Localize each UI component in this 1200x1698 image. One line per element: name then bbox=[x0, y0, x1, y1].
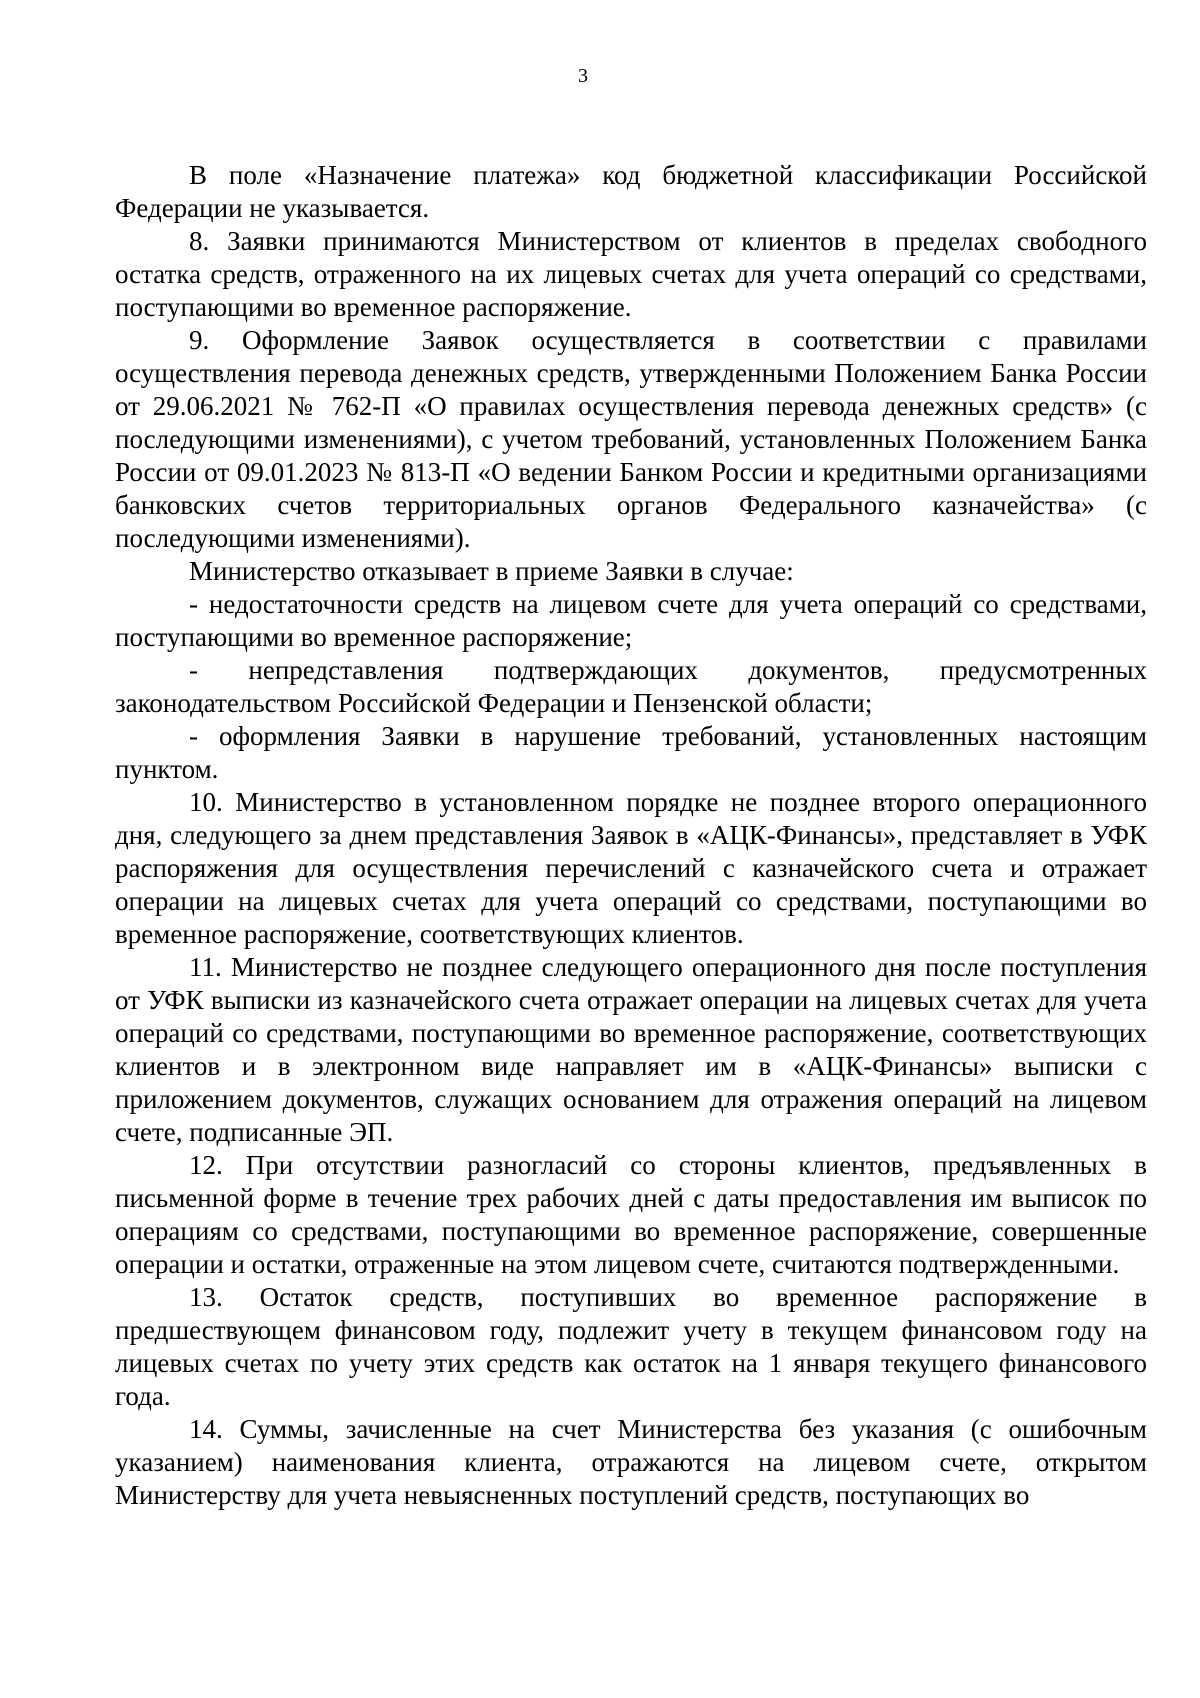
paragraph-9: 9. Оформление Заявок осуществляется в соответствии с правилами осуществления перевода денежных средств, утвержденными Положением Банка России от 29.06.2021 № 762-П «О правилах осуществления перевода денежных средств» (с последующими изменениями), с учетом требований, установленных Положением Банка России от 09.01.2023 № 813-П «О ведении Банком России и кредитными организациями банковских счетов территориальных органов Федерального казначейства» (с последующими изменениями). bbox=[115, 325, 1147, 553]
paragraph-10: 10. Министерство в установленном порядке не позднее второго операционного дня, следующего за днем представления Заявок в «АЦК-Финансы», представляет в УФК распоряжения для осуществления перечислений с казначейского счета и отражает операции на лицевых счетах для учета операций со средствами, поступающими во временное распоряжение, соответствующих клиентов. bbox=[115, 787, 1147, 949]
paragraph-8: 8. Заявки принимаются Министерством от клиентов в пределах свободного остатка средств, отраженного на их лицевых счетах для учета операций со средствами, поступающими во временное распоряжение. bbox=[115, 226, 1147, 322]
paragraph-refusal-intro: Министерство отказывает в приеме Заявки в случае: bbox=[189, 556, 794, 586]
document-body bbox=[115, 159, 1147, 1512]
paragraph-11: 11. Министерство не позднее следующего операционного дня после поступления от УФК выписки из казначейского счета отражает операции на лицевых счетах для учета операций со средствами, поступающими во временное распоряжение, соответствующих клиентов и в электронном виде направляет им в «АЦК-Финансы» выписки с приложением документов, служащих основанием для отражения операций на лицевом счете, подписанные ЭП. bbox=[115, 952, 1147, 1147]
refusal-item-insufficient-funds: - недостаточности средств на лицевом счете для учета операций со средствами, поступающими во временное распоряжение; bbox=[115, 589, 1147, 652]
refusal-item-missing-documents: - непредставления подтверждающих документов, предусмотренных законодательством Российской Федерации и Пензенской области; bbox=[115, 655, 1147, 718]
paragraph-purpose-field: В поле «Назначение платежа» код бюджетной классификации Российской Федерации не указывается. bbox=[115, 160, 1147, 223]
page-number: 3 bbox=[578, 65, 588, 87]
paragraph-13: 13. Остаток средств, поступивших во временное распоряжение в предшествующем финансовом году, подлежит учету в текущем финансовом году на лицевых счетах по учету этих средств как остаток на 1 января текущего финансового года. bbox=[115, 1282, 1147, 1411]
paragraph-12: 12. При отсутствии разногласий со стороны клиентов, предъявленных в письменной форме в течение трех рабочих дней с даты предоставления им выписок по операциям со средствами, поступающими во временное распоряжение, совершенные операции и остатки, отраженные на этом лицевом счете, считаются подтвержденными. bbox=[115, 1150, 1147, 1279]
paragraph-14: 14. Суммы, зачисленные на счет Министерства без указания (с ошибочным указанием) наименования клиента, отражаются на лицевом счете, открытом Министерству для учета невыясненных поступлений средств, поступающих во bbox=[115, 1414, 1147, 1510]
refusal-item-improper-form: - оформления Заявки в нарушение требований, установленных настоящим пунктом. bbox=[115, 721, 1147, 784]
